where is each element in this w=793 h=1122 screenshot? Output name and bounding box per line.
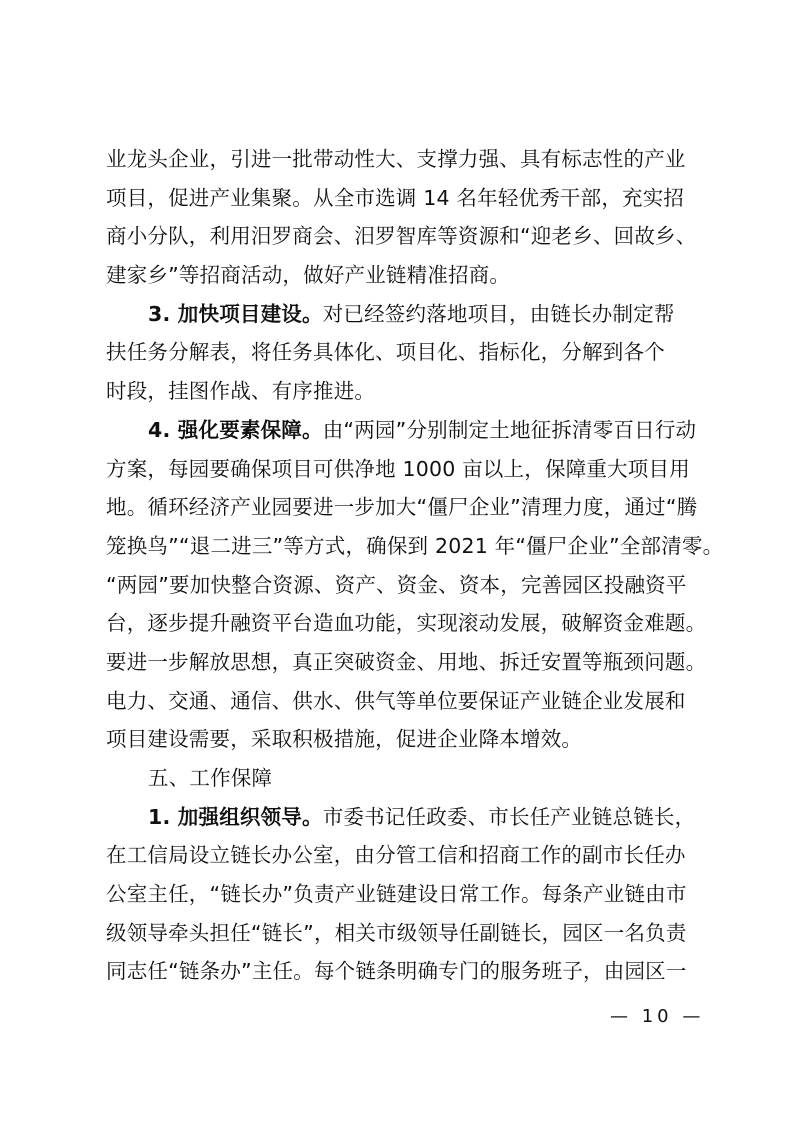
text-line: 同志任“链条办”主任。每个链条明确专门的服务班子，由园区一 xyxy=(106,959,687,984)
text-line: 台，逐步提升融资平台造血功能，实现滚动发展，破解资金难题。 xyxy=(106,611,707,636)
paragraph-heading-line xyxy=(106,295,696,334)
item-text: 对已经签约落地项目，由链长办制定帮 xyxy=(322,301,675,326)
item-heading: 3. 加快项目建设。 xyxy=(148,301,323,326)
page-number: — 10 — xyxy=(610,1006,705,1027)
text-line: 建家乡”等招商活动，做好产业链精准招商。 xyxy=(106,263,511,288)
text-line: “两园”要加快整合资源、资产、资金、资本，完善园区投融资平 xyxy=(106,572,687,597)
paragraph-heading-line xyxy=(106,798,696,837)
text-line: 商小分队，利用汨罗商会、汨罗智库等资源和“迎老乡、回故乡、 xyxy=(106,224,697,249)
item-heading: 4. 强化要素保障。 xyxy=(148,417,323,442)
text-line: 在工信局设立链长办公室，由分管工信和招商工作的副市长任办 xyxy=(106,843,686,868)
item-text: 市委书记任政委、市长任产业链总链长， xyxy=(322,804,696,829)
text-line: 方案，每园要确保项目可供净地 1000 亩以上，保障重大项目用 xyxy=(106,456,690,481)
text-line: 时段，挂图作战、有序推进。 xyxy=(106,379,376,404)
text-line: 电力、交通、通信、供水、供气等单位要保证产业链企业发展和 xyxy=(106,688,686,713)
text-line: 公室主任，“链长办”负责产业链建设日常工作。每条产业链由市 xyxy=(106,882,687,907)
text-line: 项目建设需要，采取积极措施，促进企业降本增效。 xyxy=(106,727,583,752)
text-line: 项目，促进产业集聚。从全市选调 14 名年轻优秀干部，充实招 xyxy=(106,185,685,210)
text-line: 业龙头企业，引进一批带动性大、支撑力强、具有标志性的产业 xyxy=(106,147,686,171)
paragraph-heading-line xyxy=(106,411,696,450)
text-line: 要进一步解放思想，真正突破资金、用地、拆迁安置等瓶颈问题。 xyxy=(106,649,707,674)
item-text: 由“两园”分别制定土地征拆清零百日行动 xyxy=(322,417,697,442)
body-text xyxy=(106,140,724,991)
text-line: 笼换鸟”“退二进三”等方式，确保到 2021 年“僵尸企业”全部清零。 xyxy=(106,533,724,558)
text-line: 级领导牵头担任“链长”，相关市级领导任副链长，园区一名负责 xyxy=(106,920,687,945)
section-heading: 五、工作保障 xyxy=(148,766,273,790)
item-heading: 1. 加强组织领导。 xyxy=(148,804,323,829)
text-line: 地。循环经济产业园要进一步加大“僵尸企业”清理力度，通过“腾 xyxy=(106,495,698,520)
text-line: 扶任务分解表，将任务具体化、项目化、指标化，分解到各个 xyxy=(106,340,665,365)
